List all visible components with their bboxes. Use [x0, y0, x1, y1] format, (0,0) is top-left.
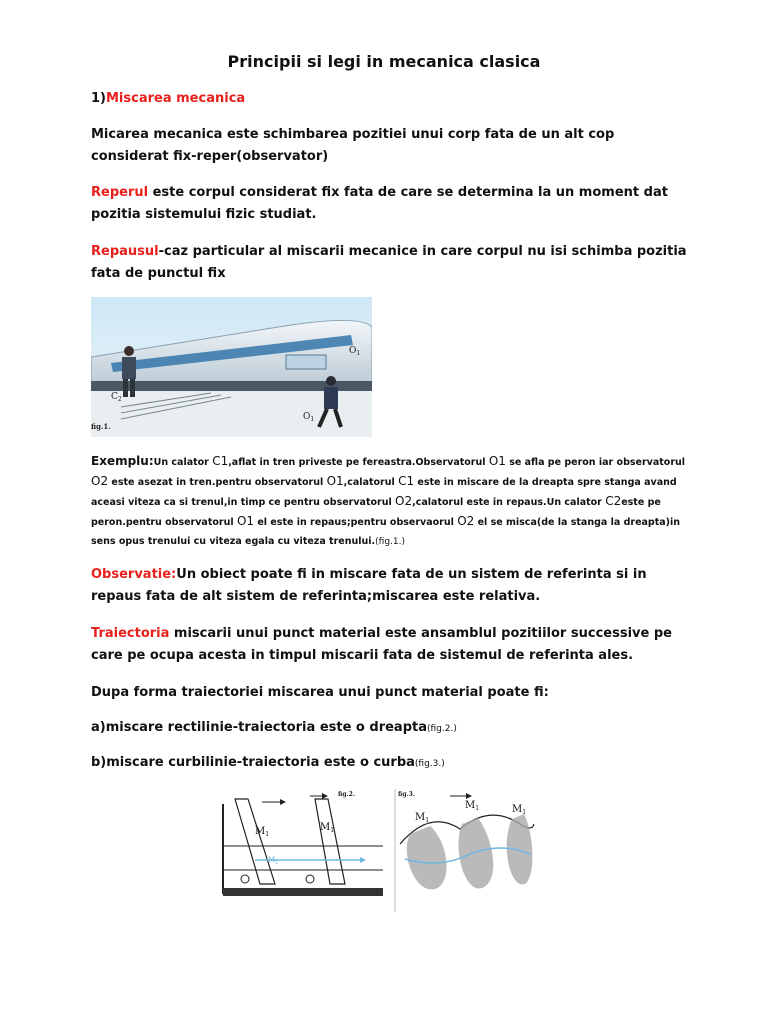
paragraph-traiectoria — [91, 623, 691, 667]
figure-2-caption: fig.2. — [338, 791, 355, 798]
list-item-a: a)miscare rectilinie-traiectoria este o dreapta(fig.2.) — [91, 720, 457, 735]
term-traiectoria: Traiectoria — [91, 626, 170, 641]
fig3-label-m1-a: $M_1$ — [415, 812, 430, 824]
section-heading — [91, 88, 691, 110]
page-title: Principii si legi in mecanica clasica — [227, 52, 541, 71]
paragraph-exemplu: Exemplu:Un calator C1,aflat in tren priveste pe fereastra.Observatorul O1 se afla pe peron iar observatorul O2 este asezat in tren.pentru observatorul O1,calatorul C1 este in miscare de la dreapta spre stanga avand aceasi viteza ca si trenul,in timp ce pentru observatorul O2,calatorul este in repaus.Un calator C2este pe peron.pentru observatorul O1 el este in repaus;pentru observaorul O2 el se misca(de la stanga la dreapta)in sens opus trenului cu viteza egala cu viteza trenului.(fig.1.) — [91, 454, 686, 547]
fig2-label-m1-right: $M_1$ — [320, 822, 335, 834]
label-o1-bottom: $O_1$ — [303, 412, 315, 423]
figure-2-3-trajectories — [220, 784, 536, 912]
fig3-label-m1-b: $M_1$ — [465, 800, 480, 812]
term-reperul: Reperul — [91, 185, 149, 200]
figure-1-caption: fig.1. — [91, 422, 111, 431]
fig3-label-m1-c: $M_1$ — [512, 804, 527, 816]
figure-3-caption: fig.3. — [398, 791, 415, 798]
train-window — [286, 355, 326, 369]
reperul-text: este corpul considerat fix fata de care se determina la un moment dat pozitia sistemului fizic studiat. — [91, 185, 668, 222]
list-item-b: b)miscare curbilinie-traiectoria este o curba(fig.3.) — [91, 755, 445, 770]
observatie-text: Un obiect poate fi in miscare fata de un sistem de referinta si in repaus fata de alt sistem de referinta;miscarea este relativa. — [91, 567, 647, 604]
exemplu-label: Exemplu: — [91, 454, 154, 468]
paragraph-reperul — [91, 182, 691, 226]
repausul-text: -caz particular al miscarii mecanice in care corpul nu isi schimba pozitia fata de punctul fix — [91, 244, 687, 281]
term-observatie: Observatie: — [91, 567, 177, 582]
paragraph-definition: Micarea mecanica este schimbarea pozitiei unui corp fata de un alt cop considerat fix-reper(observator) — [91, 127, 615, 164]
section-number: 1) — [91, 91, 106, 106]
paragraph-dupa-forma: Dupa forma traiectoriei miscarea unui punct material poate fi: — [91, 685, 549, 700]
term-repausul: Repausul — [91, 244, 159, 259]
fig2-label-m2: $M_2$ — [268, 856, 279, 866]
traiectoria-text: miscarii unui punct material este ansamblul pozitiilor successive pe care pe ocupa acesta in timpul miscarii fata de sistemul de referinta ales. — [91, 626, 672, 663]
label-o1-top: $O_1$ — [349, 346, 361, 357]
label-c2: $C_2$ — [111, 392, 122, 403]
paragraph-observatie — [91, 564, 691, 608]
figure-1-reference: (fig.1.) — [375, 537, 405, 547]
fig2-label-m1-left: $M_1$ — [255, 826, 270, 838]
section-title: Miscarea mecanica — [106, 91, 246, 106]
figure-1-train — [91, 297, 372, 437]
paragraph-repausul — [91, 241, 691, 285]
figure-3-reference: (fig.3.) — [414, 759, 445, 769]
figure-2-reference: (fig.2.) — [426, 724, 457, 734]
